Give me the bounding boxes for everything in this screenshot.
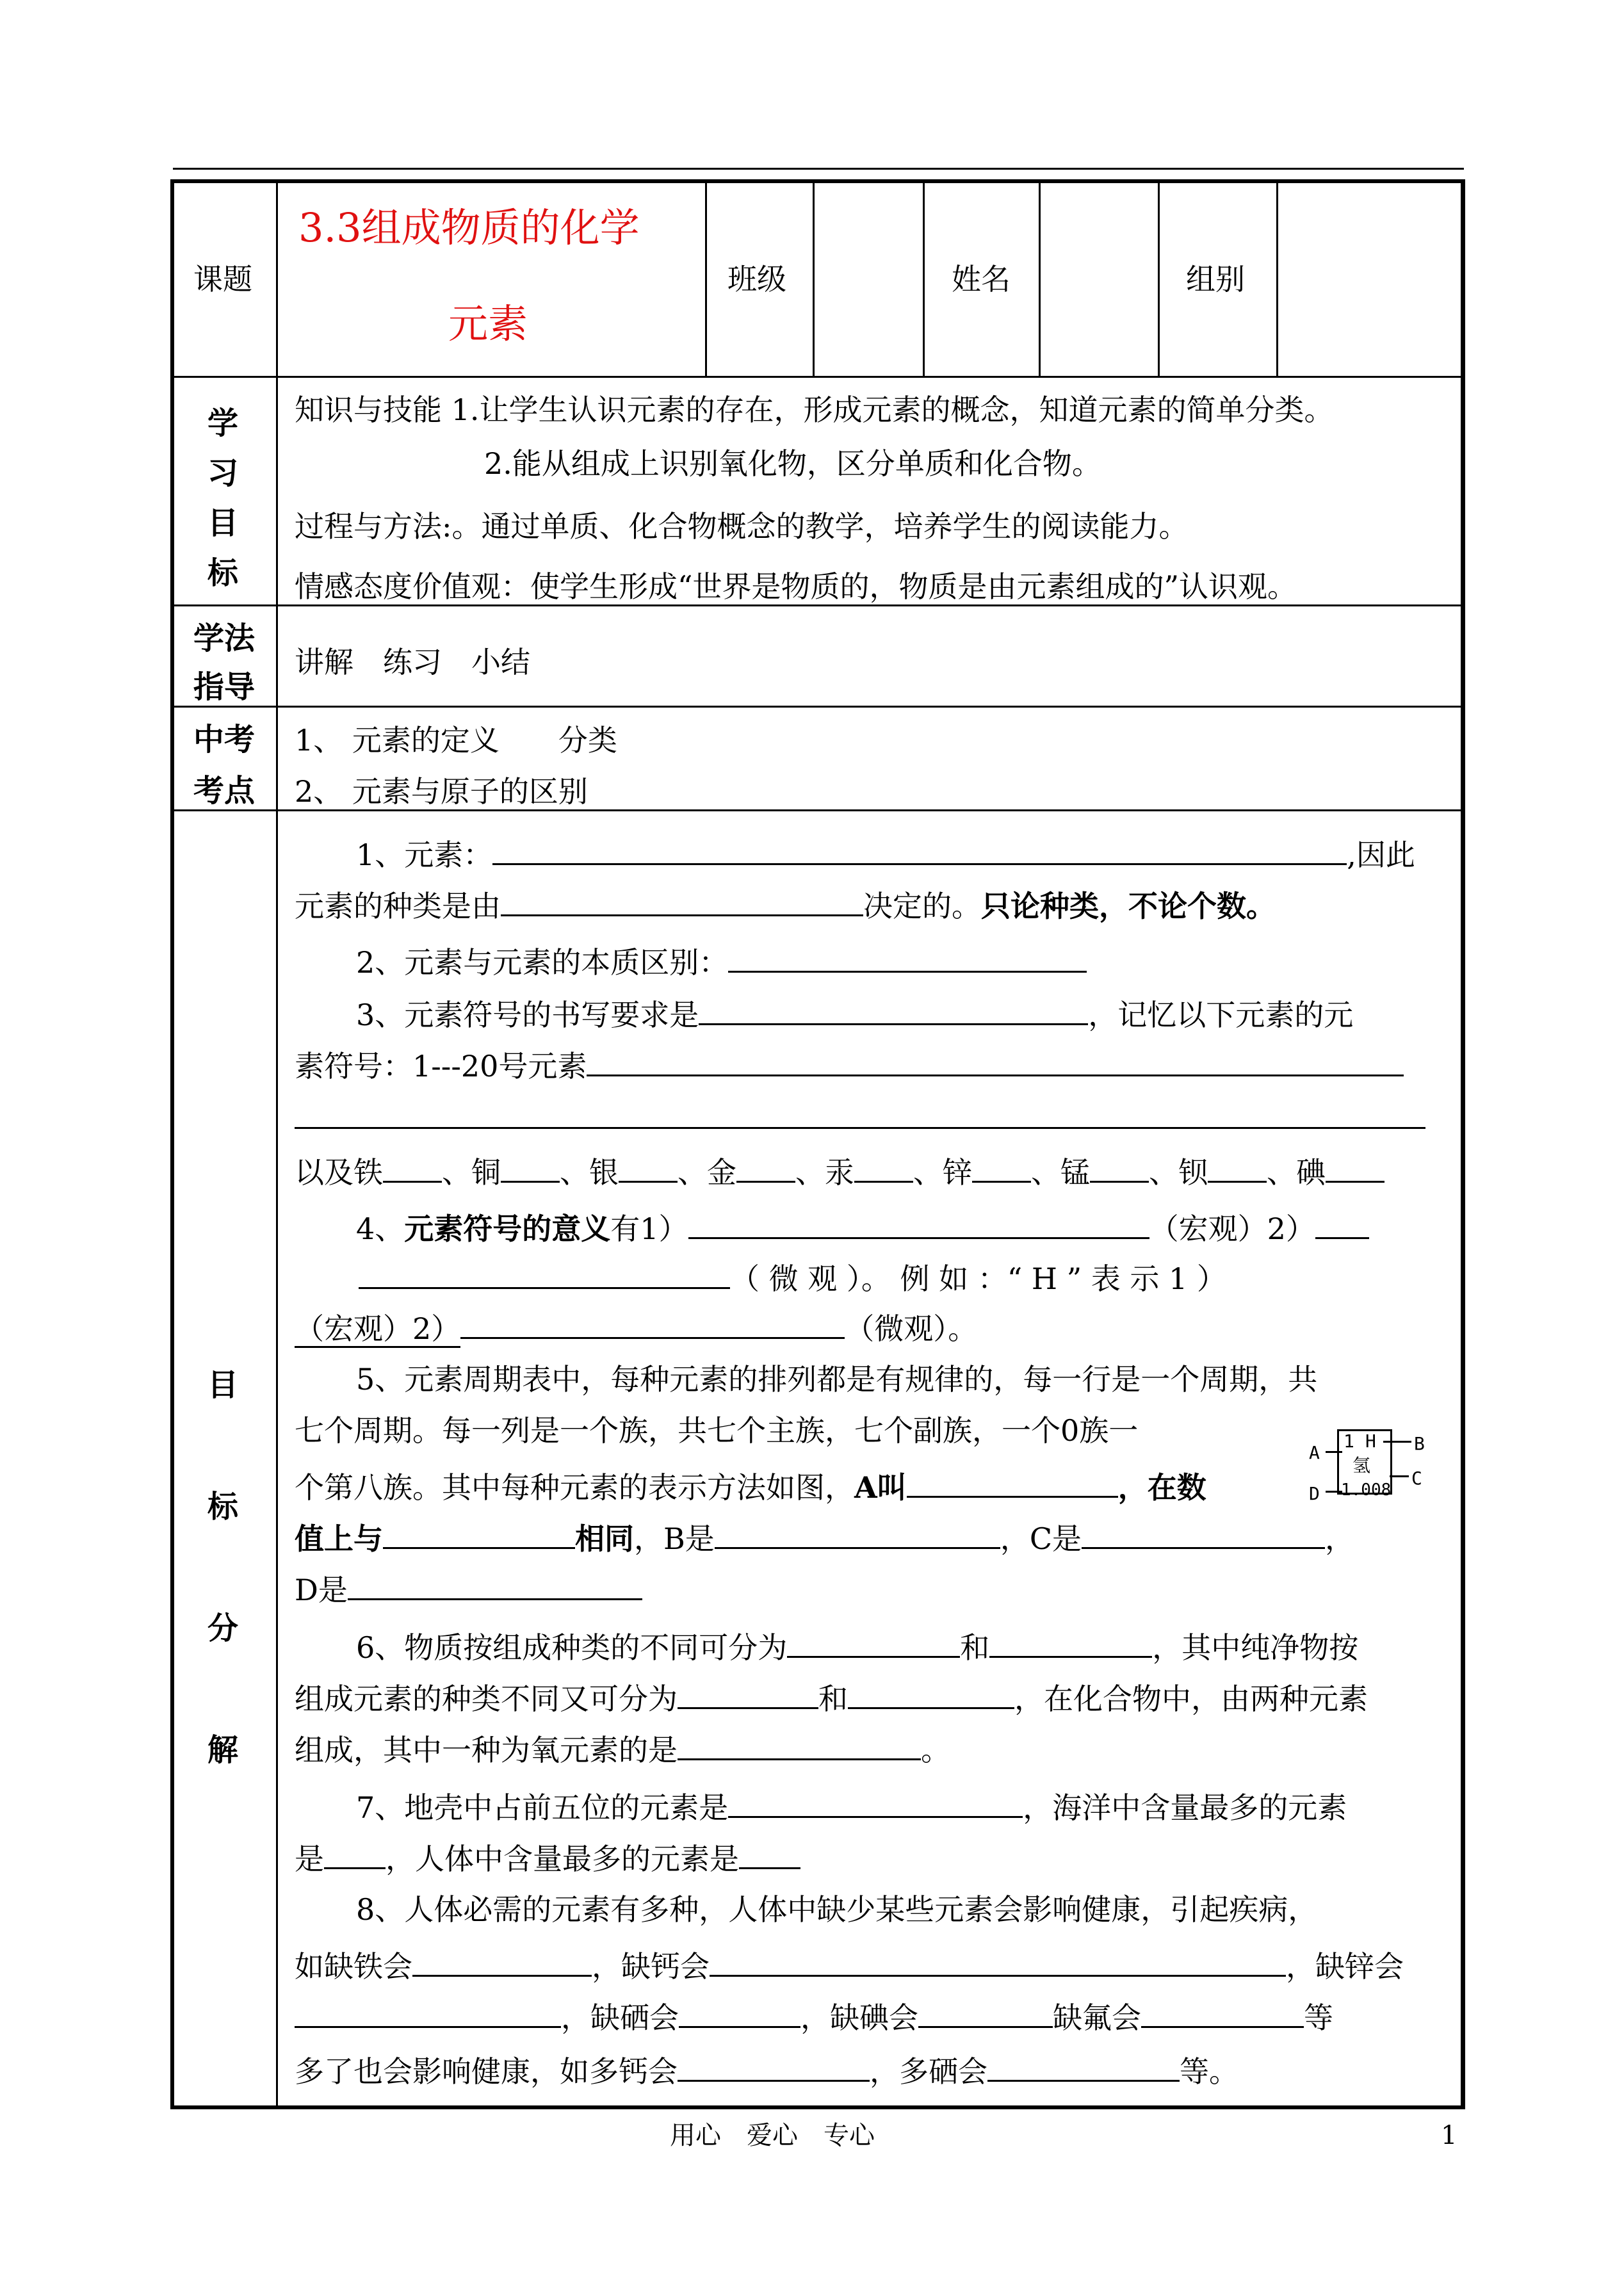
target-label-3: 分 [207,1610,238,1646]
q4-blank-1[interactable] [688,1204,1149,1239]
q5-line-5 [295,1565,642,1609]
q3-element-iron: 以及铁 [295,1155,383,1190]
q6-line-3 [295,1725,950,1769]
cell-label-b: B [1414,1433,1425,1454]
lesson-title-line1: 3.3组成物质的化学 [298,204,640,251]
objectives-label-1: 学 [207,405,238,441]
q5-value-prompt: 值上与 [295,1521,383,1556]
q4-line-2 [359,1254,1226,1298]
q5-a-label: A叫 [854,1470,907,1505]
q6-prompt: 6、物质按组成种类的不同可分为 [356,1630,788,1665]
q5-a-tail: ，在数 [1117,1470,1206,1505]
q8-blank-excess-calcium[interactable] [678,2047,870,2082]
q8-excess-calcium: 多了也会影响健康，如多钙会 [295,2054,678,2089]
grid-line [1276,179,1278,378]
target-label-2: 标 [207,1489,238,1525]
q5-blank-value[interactable] [383,1514,575,1549]
q8-calcium: ，缺钙会 [592,1949,710,1984]
grid-line [705,179,707,378]
grid-line [923,179,925,378]
q3-blank-manganese[interactable] [1090,1148,1149,1183]
q8-etc: 等 [1304,2000,1333,2035]
cell-pointer-a [1326,1451,1342,1453]
q1-blank-2[interactable] [501,881,863,916]
class-label: 班级 [727,262,786,296]
method-text: 讲解 练习 小结 [295,645,530,679]
grid-line [170,376,1465,378]
q8-iodine: ，缺碘会 [800,2000,918,2035]
cell-pointer-b [1383,1441,1411,1443]
q4-emphasis: 元素符号的意义 [404,1212,611,1246]
q3-element-mercury: 、汞 [795,1155,854,1190]
q3-blank-silver[interactable] [619,1148,678,1183]
exam-label-2: 考点 [193,773,255,809]
q6-tail: ，其中纯净物按 [1152,1630,1359,1665]
group-label: 组别 [1186,262,1245,296]
q6-blank-3[interactable] [678,1674,818,1709]
name-label: 姓名 [952,262,1011,296]
lesson-title-line2: 元素 [448,300,528,347]
q6-tail-2: ，在化合物中，由两种元素 [1014,1682,1368,1716]
exam-item-2: 2、 元素与原子的区别 [295,774,588,809]
q7-blank-3[interactable] [739,1834,800,1869]
q3-element-barium: 、钡 [1149,1155,1208,1190]
q3-element-copper: 、铜 [442,1155,501,1190]
q5-b-label: ，B是 [634,1521,715,1556]
objectives-label-4: 标 [207,555,238,591]
q7-line [356,1783,1347,1827]
q3-line-2 [295,1041,1404,1085]
q3-element-gold: 、金 [678,1155,736,1190]
target-label-1: 目 [207,1367,238,1403]
q8-line: 8、人体必需的元素有多种，人体中缺少某些元素会影响健康，引起疾病， [356,1892,1318,1927]
q4-micro-label: （微观）。 [845,1311,978,1346]
cell-label-d: D [1309,1483,1320,1504]
q7-prompt: 7、地壳中占前五位的元素是 [356,1790,729,1825]
q3-line-3 [295,1148,1384,1192]
objective-knowledge: 知识与技能 1.让学生认识元素的存在，形成元素的概念，知道元素的简单分类。 [295,393,1334,427]
q3-blank-3[interactable] [295,1127,1425,1129]
q7-line-2 [295,1834,800,1878]
q1-tail: ,因此 [1347,838,1415,872]
q2-line [356,937,1087,982]
q8-excess-selenium: ，多硒会 [870,2054,987,2089]
cell-pointer-d [1326,1491,1342,1493]
q4-prompt: 有1） [610,1212,688,1246]
q1-tail-2: 决定的。 [863,889,981,923]
q3-blank-copper[interactable] [501,1148,560,1183]
grid-line [276,179,278,2109]
q6-prompt-3: 组成，其中一种为氧元素的是 [295,1733,678,1767]
q8-line-4 [295,2047,1238,2091]
q8-blank-selenium[interactable] [679,1993,800,2028]
exam-item-1: 1、 元素的定义 分类 [295,723,617,758]
q4-number: 4、 [356,1212,405,1246]
q5-prompt: 个第八族。其中每种元素的表示方法如图， [295,1470,854,1505]
cell-label-c: C [1411,1468,1422,1489]
q8-fluorine: 缺氟会 [1053,2000,1141,2035]
q8-blank-iodine[interactable] [918,1993,1053,2028]
q8-iron: 如缺铁会 [295,1949,412,1984]
q5-line-4 [295,1514,1354,1558]
q8-line-2 [295,1942,1404,1986]
objectives-label-2: 习 [207,455,238,491]
q3-prompt: 3、元素符号的书写要求是 [356,998,699,1032]
q3-element-zinc: 、锌 [913,1155,972,1190]
exam-label-1: 中考 [193,722,255,758]
q4-line-3 [295,1304,977,1348]
q3-blank-gold[interactable] [736,1148,795,1183]
q3-element-silver: 、银 [560,1155,619,1190]
q8-line-3 [295,1993,1333,2037]
cell-label-a: A [1309,1442,1320,1463]
q5-blank-a[interactable] [907,1463,1118,1498]
method-label-2: 指导 [193,669,255,705]
cell-symbol: H [1365,1431,1376,1452]
q3-blank-iron[interactable] [383,1148,442,1183]
q5-value-tail: 相同 [575,1521,634,1556]
objective-attitude: 情感态度价值观：使学生形成“世界是物质的，物质是由元素组成的”认识观。 [295,569,1297,604]
q5-line: 5、元素周期表中，每种元素的排列都是有规律的，每一行是一个周期，共 [356,1362,1318,1397]
q8-blank-zinc[interactable] [295,1993,561,2028]
grid-line [1158,179,1160,378]
q6-blank-5[interactable] [678,1725,921,1760]
q1-emphasis: 只论种类，不论个数。 [981,889,1276,923]
q3-blank[interactable] [699,990,1088,1025]
q4-line [356,1204,1369,1248]
q5-c-label: ，C是 [1000,1521,1082,1556]
q4-blank-4[interactable] [460,1304,845,1339]
q1-prompt-2: 元素的种类是由 [295,889,501,923]
q6-and-2: 和 [818,1682,848,1716]
q3-tail: ，记忆以下元素的元 [1088,998,1354,1032]
q8-blank-excess-selenium[interactable] [987,2047,1180,2082]
q3-blank-zinc[interactable] [972,1148,1031,1183]
q6-blank-4[interactable] [848,1674,1014,1709]
q6-line-2 [295,1674,1368,1718]
q8-zinc: ，缺锌会 [1286,1949,1404,1984]
q5-blank-c[interactable] [1082,1514,1325,1549]
page-number: 1 [1441,2121,1458,2150]
cell-element-name: 氢 [1352,1455,1371,1476]
q4-macro-label: （宏观）2） [1149,1212,1315,1246]
q7-blank-1[interactable] [728,1783,1023,1818]
cell-pointer-c [1390,1475,1409,1477]
q4-example: （ 微 观 ）。 例 如 ：“ H ” 表 示 1 ） [730,1261,1226,1296]
q3-blank-barium[interactable] [1208,1148,1267,1183]
q4-blank-3[interactable] [359,1254,730,1289]
q1-blank[interactable] [492,830,1347,865]
q6-end: 。 [921,1733,950,1767]
q5-line-3 [295,1463,1206,1507]
q8-end: 等。 [1180,2054,1238,2089]
q4-blank-2[interactable] [1315,1204,1369,1239]
q8-blank-iron[interactable] [412,1942,592,1977]
objective-knowledge-2: 2.能从组成上识别氧化物，区分单质和化合物。 [484,446,1101,481]
target-label-4: 解 [207,1732,238,1768]
cell-atomic-mass: 1.008 [1341,1480,1392,1500]
q8-blank-fluorine[interactable] [1141,1993,1304,2028]
grid-line [1039,179,1041,378]
q1-prompt: 1、元素： [356,838,493,872]
q7-prompt-3: ，人体中含量最多的元素是 [386,1842,739,1876]
q1-line-2 [295,881,1276,925]
q6-line [356,1623,1358,1667]
q3-blank-iodine[interactable] [1326,1148,1384,1183]
q3-element-manganese: 、锰 [1031,1155,1090,1190]
q8-selenium: ，缺硒会 [561,2000,679,2035]
q3-prompt-2: 素符号：1---20号元素 [295,1049,587,1083]
q5-d-label: D是 [295,1573,348,1607]
cell-atomic-number: 1 [1344,1431,1354,1452]
q3-blank-mercury[interactable] [854,1148,913,1183]
q5-blank-b[interactable] [715,1514,1000,1549]
q6-blank-1[interactable] [787,1623,960,1658]
q6-blank-2[interactable] [989,1623,1152,1658]
q5-c-tail: ， [1325,1521,1355,1556]
q6-prompt-2: 组成元素的种类不同又可分为 [295,1682,678,1716]
grid-line [813,179,815,378]
top-rule [173,168,1464,170]
footer-motto: 用心 爱心 专心 [670,2121,875,2150]
q4-macro-label-2: （宏观）2） [295,1311,460,1348]
q3-element-iodine: 、碘 [1267,1155,1326,1190]
q1-line [356,830,1415,874]
q2-blank[interactable] [728,937,1087,973]
q5-blank-d[interactable] [348,1565,642,1600]
q7-blank-2[interactable] [324,1834,386,1869]
objective-process: 过程与方法:。通过单质、化合物概念的教学，培养学生的阅读能力。 [295,509,1189,544]
grid-line [170,706,1465,708]
q3-blank-2[interactable] [587,1041,1404,1076]
q2-prompt: 2、元素与元素的本质区别： [356,945,729,980]
q7-prompt-2: 是 [295,1842,324,1876]
method-label-1: 学法 [193,620,255,656]
q7-tail: ，海洋中含量最多的元素 [1023,1790,1347,1825]
q8-blank-calcium[interactable] [710,1942,1286,1977]
objectives-label-3: 目 [207,505,238,541]
q3-line [356,990,1353,1034]
topic-label: 课题 [193,262,252,296]
q5-line-2: 七个周期。每一列是一个族，共七个主族，七个副族，一个0族一 [295,1413,1139,1448]
q6-and: 和 [960,1630,990,1665]
